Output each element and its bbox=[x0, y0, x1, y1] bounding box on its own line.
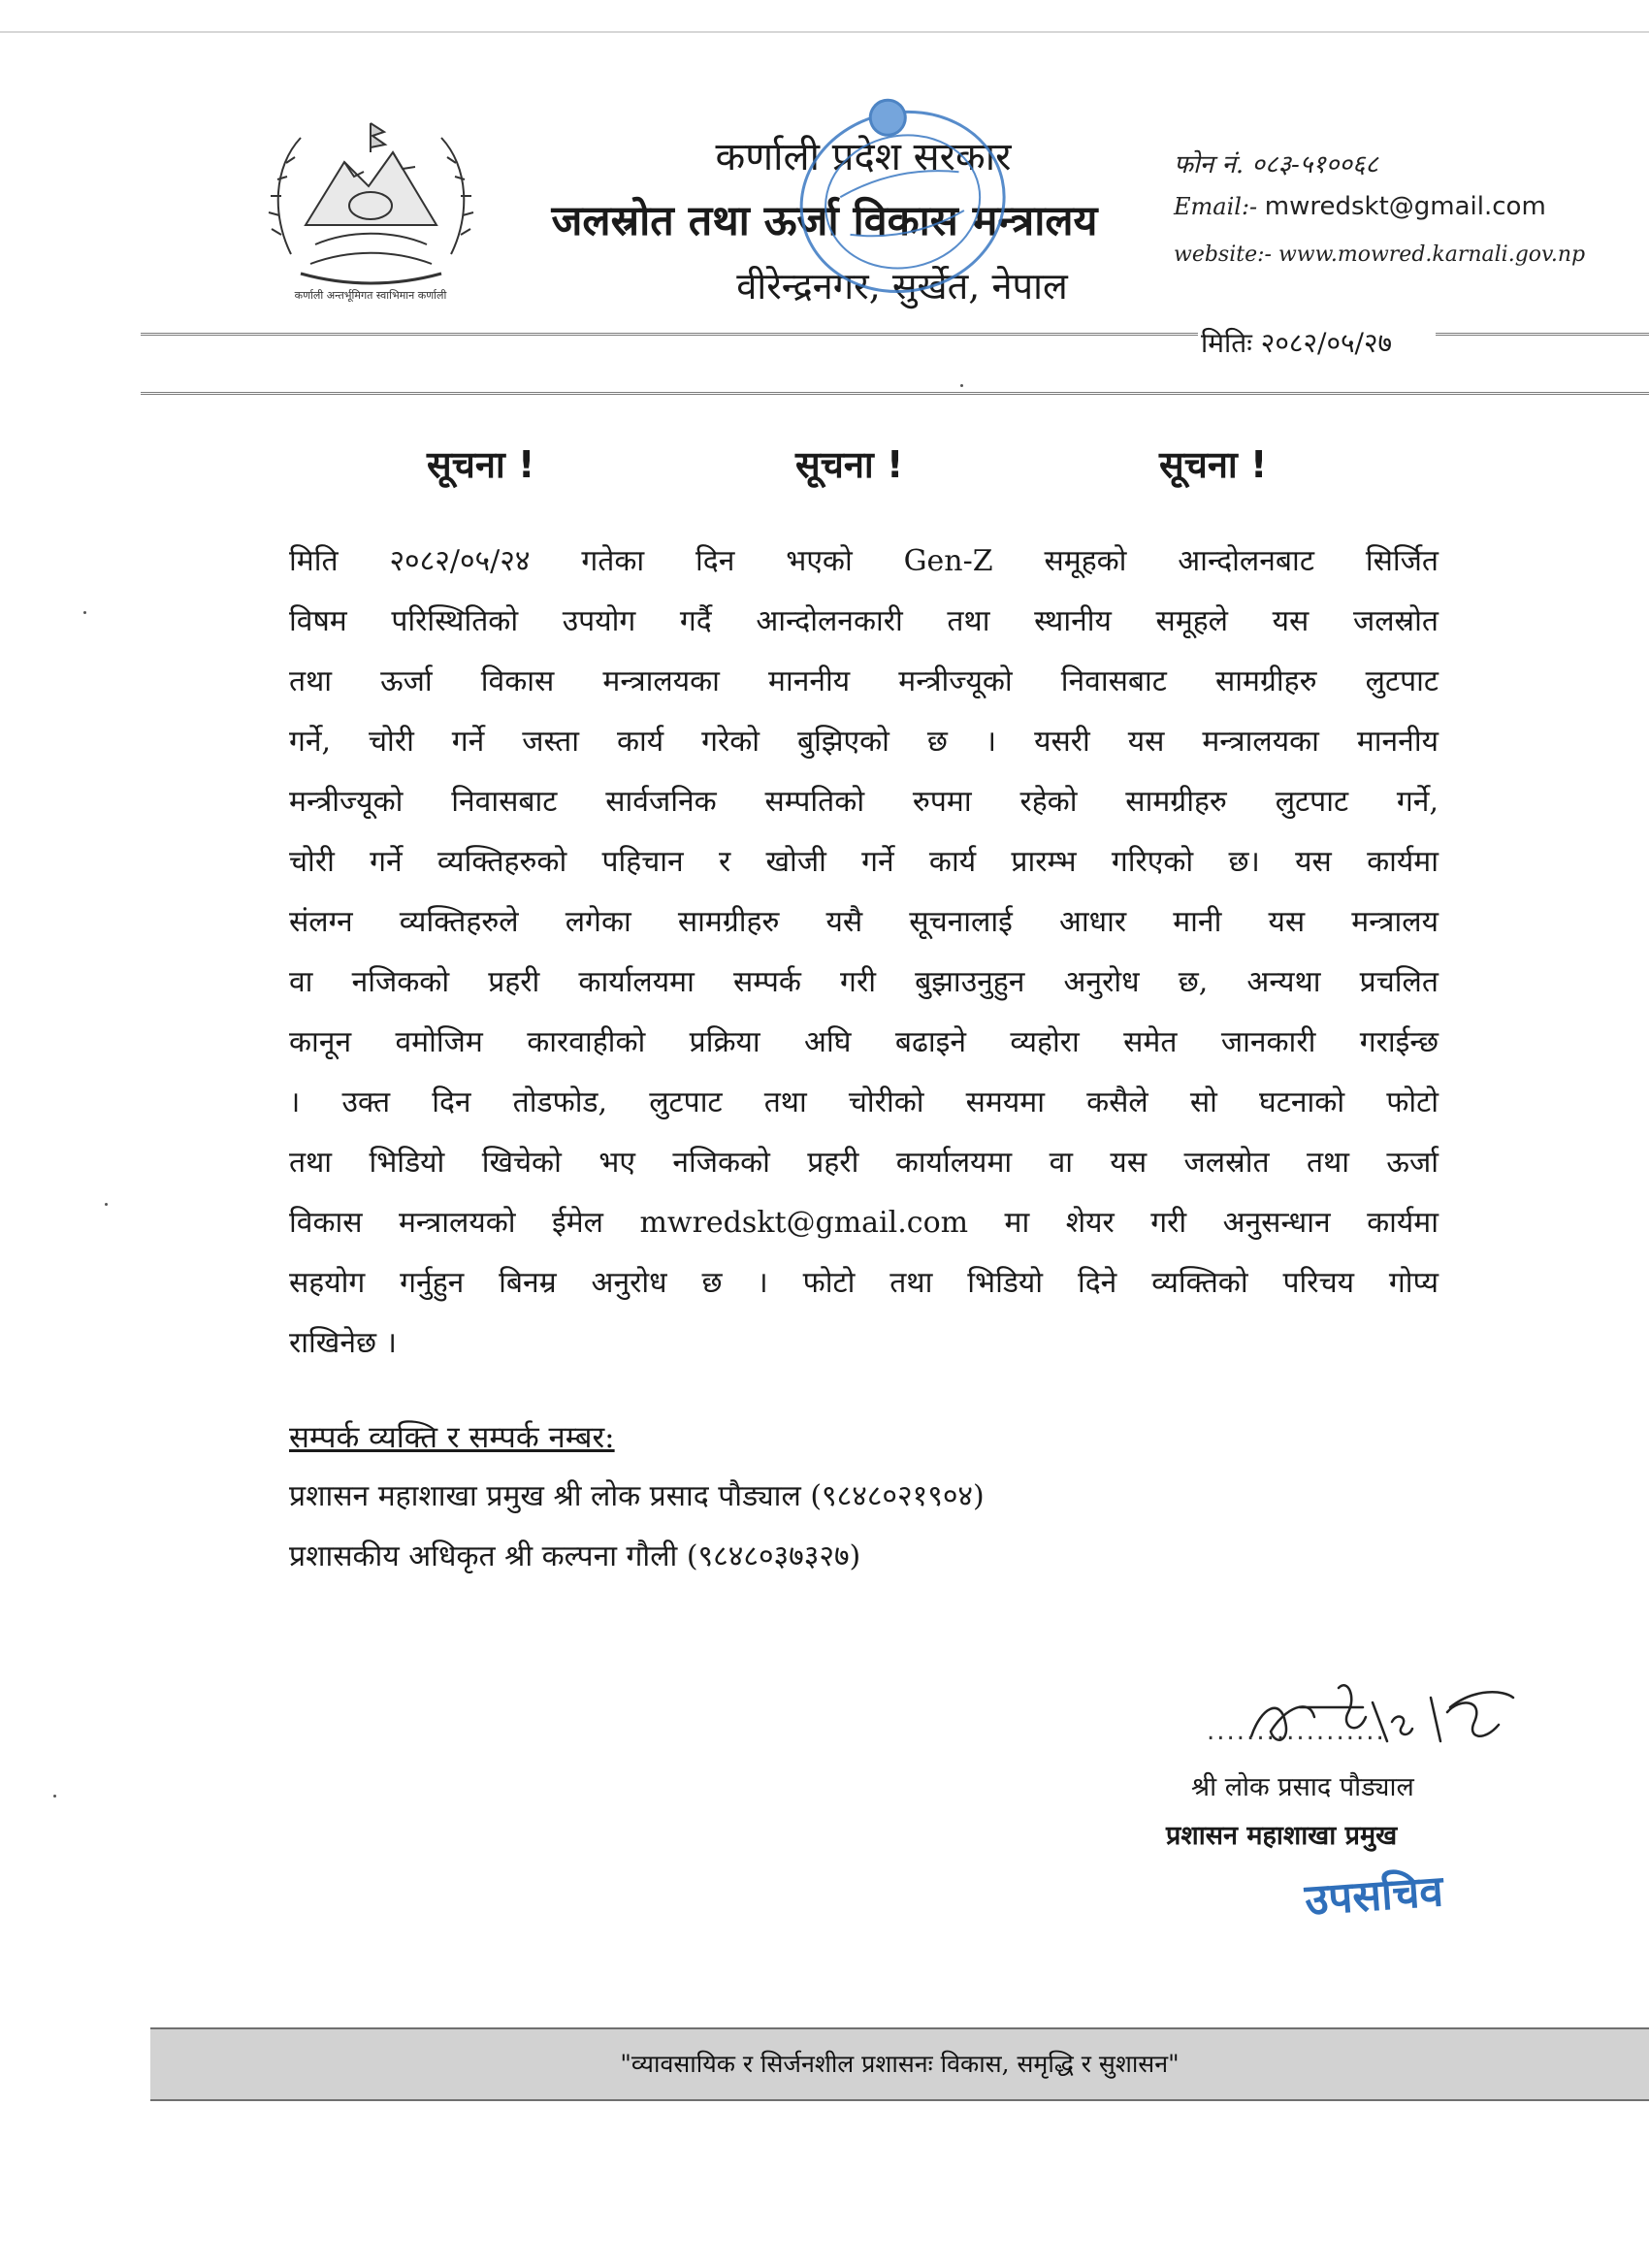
signatory-title: प्रशासन महाशाखा प्रमुख bbox=[1166, 1821, 1398, 1851]
contact-section-heading: सम्पर्क व्यक्ति र सम्पर्क नम्बर: bbox=[289, 1420, 615, 1455]
body-line: वा नजिकको प्रहरी कार्यालयमा सम्पर्क गरी बुझाउनुहुन अनुरोध छ, अन्यथा प्रचलित bbox=[289, 965, 1439, 999]
body-line: विषम परिस्थितिको उपयोग गर्दै आन्दोलनकारी तथा स्थानीय समूहले यस जलस्रोत bbox=[289, 604, 1439, 638]
body-line: गर्ने, चोरी गर्ने जस्ता कार्य गरेको बुझिएको छ । यसरी यस मन्त्रालयका माननीय bbox=[289, 725, 1439, 759]
notice-title-2: सूचना ! bbox=[795, 443, 904, 486]
body-line: मन्त्रीज्यूको निवासबाट सार्वजनिक सम्पतिको रुपमा रहेको सामग्रीहरु लुटपाट गर्ने, bbox=[289, 785, 1439, 819]
notice-title-3: सूचना ! bbox=[1159, 443, 1268, 486]
header-address: वीरेन्द्रनगर, सुर्खेत, नेपाल bbox=[736, 265, 1068, 308]
header-province: कर्णाली प्रदेश सरकार bbox=[715, 135, 1012, 179]
header-rule-bottom bbox=[141, 392, 1649, 395]
website-link[interactable]: www.mowred.karnali.gov.np bbox=[1277, 243, 1586, 267]
contact-phone: फोन नं. ०८३-५१००६८ bbox=[1174, 150, 1378, 179]
signatory-name: श्री लोक प्रसाद पौड्याल bbox=[1191, 1772, 1414, 1802]
emblem-caption: कर्णाली अन्तर्भूमिगत स्वाभिमान कर्णाली bbox=[294, 289, 447, 302]
scan-speck bbox=[83, 611, 86, 614]
notice-title-1: सूचना ! bbox=[427, 443, 535, 486]
body-line: राखिनेछ । bbox=[289, 1326, 397, 1360]
scan-speck bbox=[960, 384, 963, 387]
contact-person-1: प्रशासन महाशाखा प्रमुख श्री लोक प्रसाद पौड्याल (९८४८०२१९०४) bbox=[289, 1479, 985, 1513]
notice-body bbox=[289, 532, 1439, 1374]
body-line: । उक्त दिन तोडफोड, लुटपाट तथा चोरीको समयमा कसैले सो घटनाको फोटो bbox=[289, 1085, 1439, 1119]
website-label: website:- bbox=[1174, 243, 1272, 267]
contact-person-2: प्रशासकीय अधिकृत श्री कल्पना गौली (९८४८०३७३२७) bbox=[289, 1539, 861, 1573]
document-date: मितिः २०८२/०५/२७ bbox=[1201, 327, 1393, 359]
email-link[interactable]: mwredskt@gmail.com bbox=[1264, 192, 1546, 221]
contact-website-row bbox=[1174, 243, 1585, 267]
contact-email-row bbox=[1174, 192, 1546, 221]
body-line: मिति २०८२/०५/२४ गतेका दिन भएको Gen-Z समूहको आन्दोलनबाट सिर्जित bbox=[289, 544, 1439, 578]
footer-band bbox=[150, 2027, 1649, 2101]
body-line: संलग्न व्यक्तिहरुले लगेका सामग्रीहरु यसै सूचनालाई आधार मानी यस मन्त्रालय bbox=[289, 905, 1439, 939]
body-line: तथा भिडियो खिचेको भए नजिकको प्रहरी कार्यालयमा वा यस जलस्रोत तथा ऊर्जा bbox=[289, 1146, 1439, 1180]
signature-dots: .................. bbox=[1207, 1717, 1386, 1746]
header-rule-top bbox=[141, 333, 1198, 336]
header-rule-top-right bbox=[1436, 333, 1649, 336]
body-line: विकास मन्त्रालयको ईमेल mwredskt@gmail.com मा शेयर गरी अनुसन्धान कार्यमा bbox=[289, 1206, 1439, 1240]
body-line: कानून वमोजिम कारवाहीको प्रक्रिया अघि बढाइने व्यहोरा समेत जानकारी गराईन्छ bbox=[289, 1025, 1439, 1059]
scan-speck bbox=[105, 1203, 108, 1206]
header-ministry: जलस्रोत तथा ऊर्जा विकास मन्त्रालय bbox=[551, 197, 1098, 245]
body-line: सहयोग गर्नुहुन बिनम्र अनुरोध छ । फोटो तथा भिडियो दिने व्यक्तिको परिचय गोप्य bbox=[289, 1266, 1439, 1300]
email-label: Email:- bbox=[1174, 193, 1258, 220]
body-line: तथा ऊर्जा विकास मन्त्रालयका माननीय मन्त्रीज्यूको निवासबाट सामग्रीहरु लुटपाट bbox=[289, 664, 1439, 698]
body-line: चोरी गर्ने व्यक्तिहरुको पहिचान र खोजी गर्ने कार्य प्रारम्भ गरिएको छ। यस कार्यमा bbox=[289, 845, 1439, 879]
scan-speck bbox=[53, 1795, 56, 1798]
ministry-stamp bbox=[774, 87, 1031, 310]
designation-stamp: उपसचिव bbox=[1303, 1866, 1445, 1926]
footer-motto: "व्यावसायिक र सिर्जनशील प्रशासनः विकास, समृद्धि र सुशासन" bbox=[620, 2050, 1180, 2078]
top-border-line bbox=[0, 31, 1649, 33]
